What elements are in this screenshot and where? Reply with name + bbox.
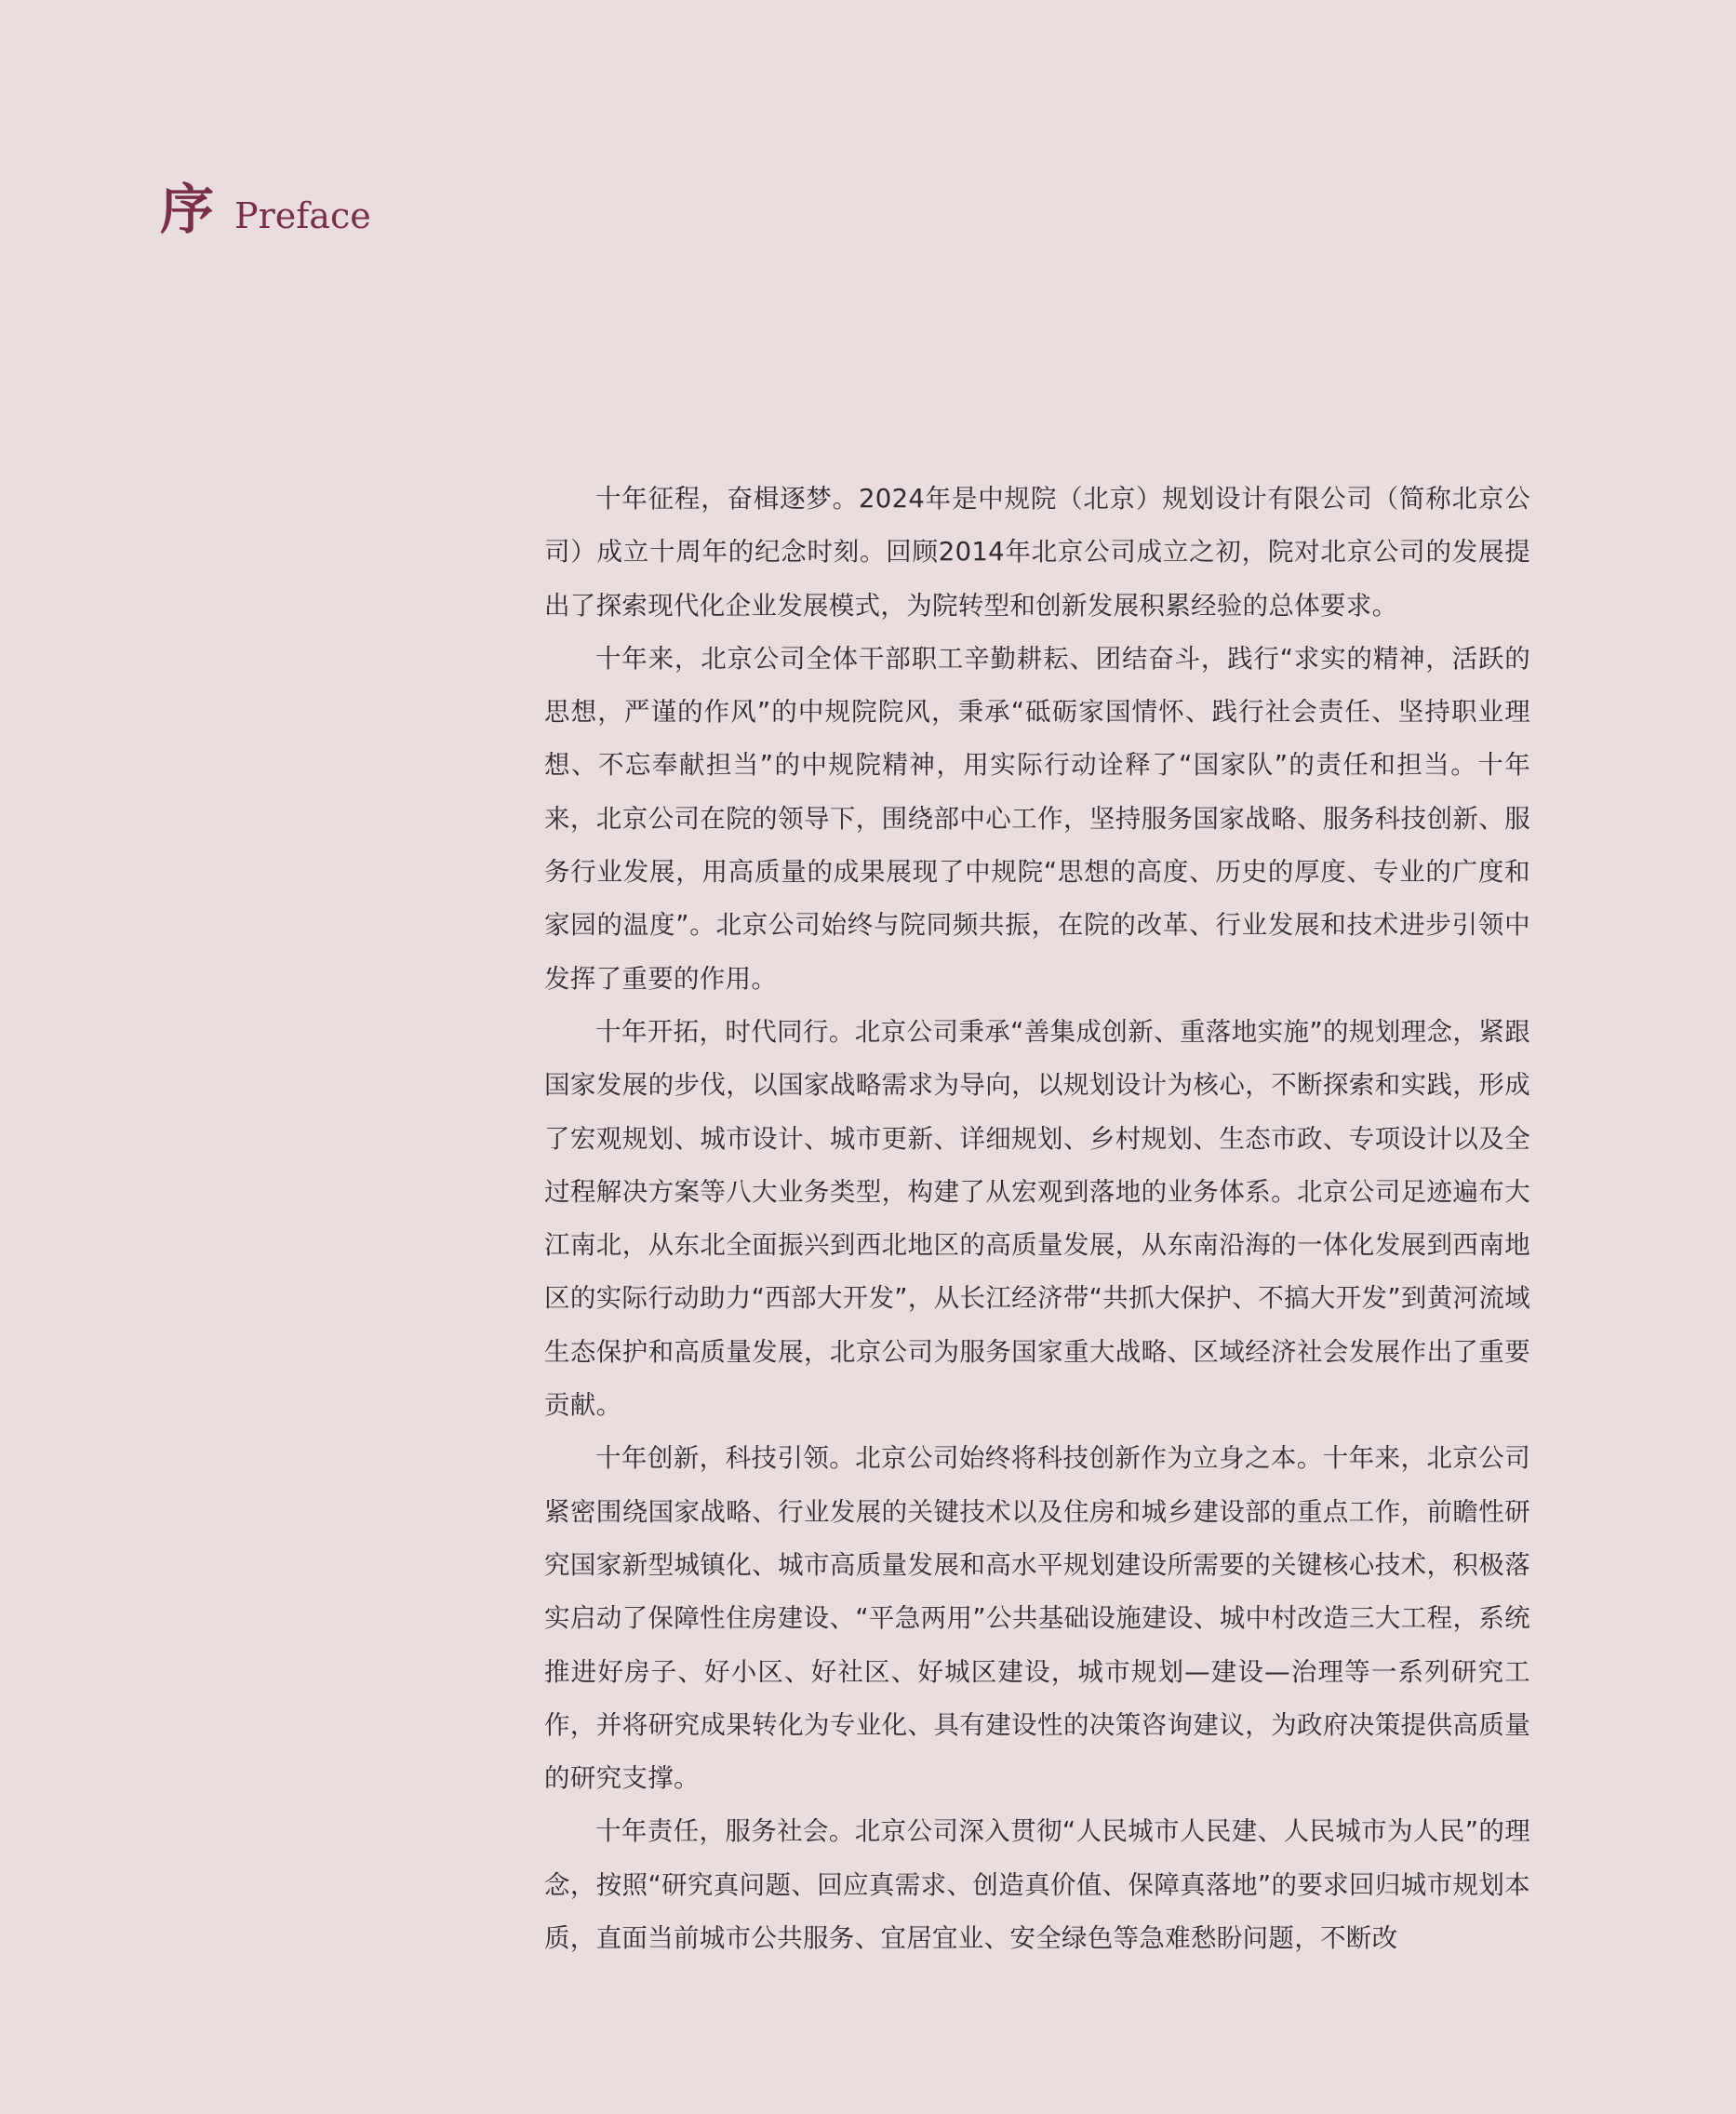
section-heading <box>160 178 371 241</box>
paragraph-1: 十年征程，奋楫逐梦。2024年是中规院（北京）规划设计有限公司（简称北京公司）成立十周年的纪念时刻。回顾2014年北京公司成立之初，院对北京公司的发展提出了探索现代化企业发展模式，为院转型和创新发展积累经验的总体要求。 <box>544 484 1530 621</box>
paragraph-2: 十年来，北京公司全体干部职工辛勤耕耘、团结奋斗，践行“求实的精神，活跃的思想，严谨的作风”的中规院院风，秉承“砥砺家国情怀、践行社会责任、坚持职业理想、不忘奉献担当”的中规院精神，用实际行动诠释了“国家队”的责任和担当。十年来，北京公司在院的领导下，围绕部中心工作，坚持服务国家战略、服务科技创新、服务行业发展，用高质量的成果展现了中规院“思想的高度、历史的厚度、专业的广度和家园的温度”。北京公司始终与院同频共振，在院的改革、行业发展和技术进步引领中发挥了重要的作用。 <box>544 643 1530 994</box>
heading-english: Preface <box>234 195 371 236</box>
heading-chinese: 序 <box>160 178 215 241</box>
paragraph-3: 十年开拓，时代同行。北京公司秉承“善集成创新、重落地实施”的规划理念，紧跟国家发展的步伐，以国家战略需求为导向，以规划设计为核心，不断探索和实践，形成了宏观规划、城市设计、城市更新、详细规划、乡村规划、生态市政、专项设计以及全过程解决方案等八大业务类型，构建了从宏观到落地的业务体系。北京公司足迹遍布大江南北，从东北全面振兴到西北地区的高质量发展，从东南沿海的一体化发展到西南地区的实际行动助力“西部大开发”，从长江经济带“共抓大保护、不搞大开发”到黄河流域生态保护和高质量发展，北京公司为服务国家重大战略、区域经济社会发展作出了重要贡献。 <box>544 1016 1530 1421</box>
paragraph-5: 十年责任，服务社会。北京公司深入贯彻“人民城市人民建、人民城市为人民”的理念，按照“研究真问题、回应真需求、创造真价值、保障真落地”的要求回归城市规划本质，直面当前城市公共服务、宜居宜业、安全绿色等急难愁盼问题，不断改 <box>544 1816 1530 1954</box>
preface-body <box>544 473 1530 1965</box>
paragraph-4: 十年创新，科技引领。北京公司始终将科技创新作为立身之本。十年来，北京公司紧密围绕国家战略、行业发展的关键技术以及住房和城乡建设部的重点工作，前瞻性研究国家新型城镇化、城市高质量发展和高水平规划建设所需要的关键核心技术，积极落实启动了保障性住房建设、“平急两用”公共基础设施建设、城中村改造三大工程，系统推进好房子、好小区、好社区、好城区建设，城市规划—建设—治理等一系列研究工作，并将研究成果转化为专业化、具有建设性的决策咨询建议，为政府决策提供高质量的研究支撑。 <box>544 1443 1530 1794</box>
